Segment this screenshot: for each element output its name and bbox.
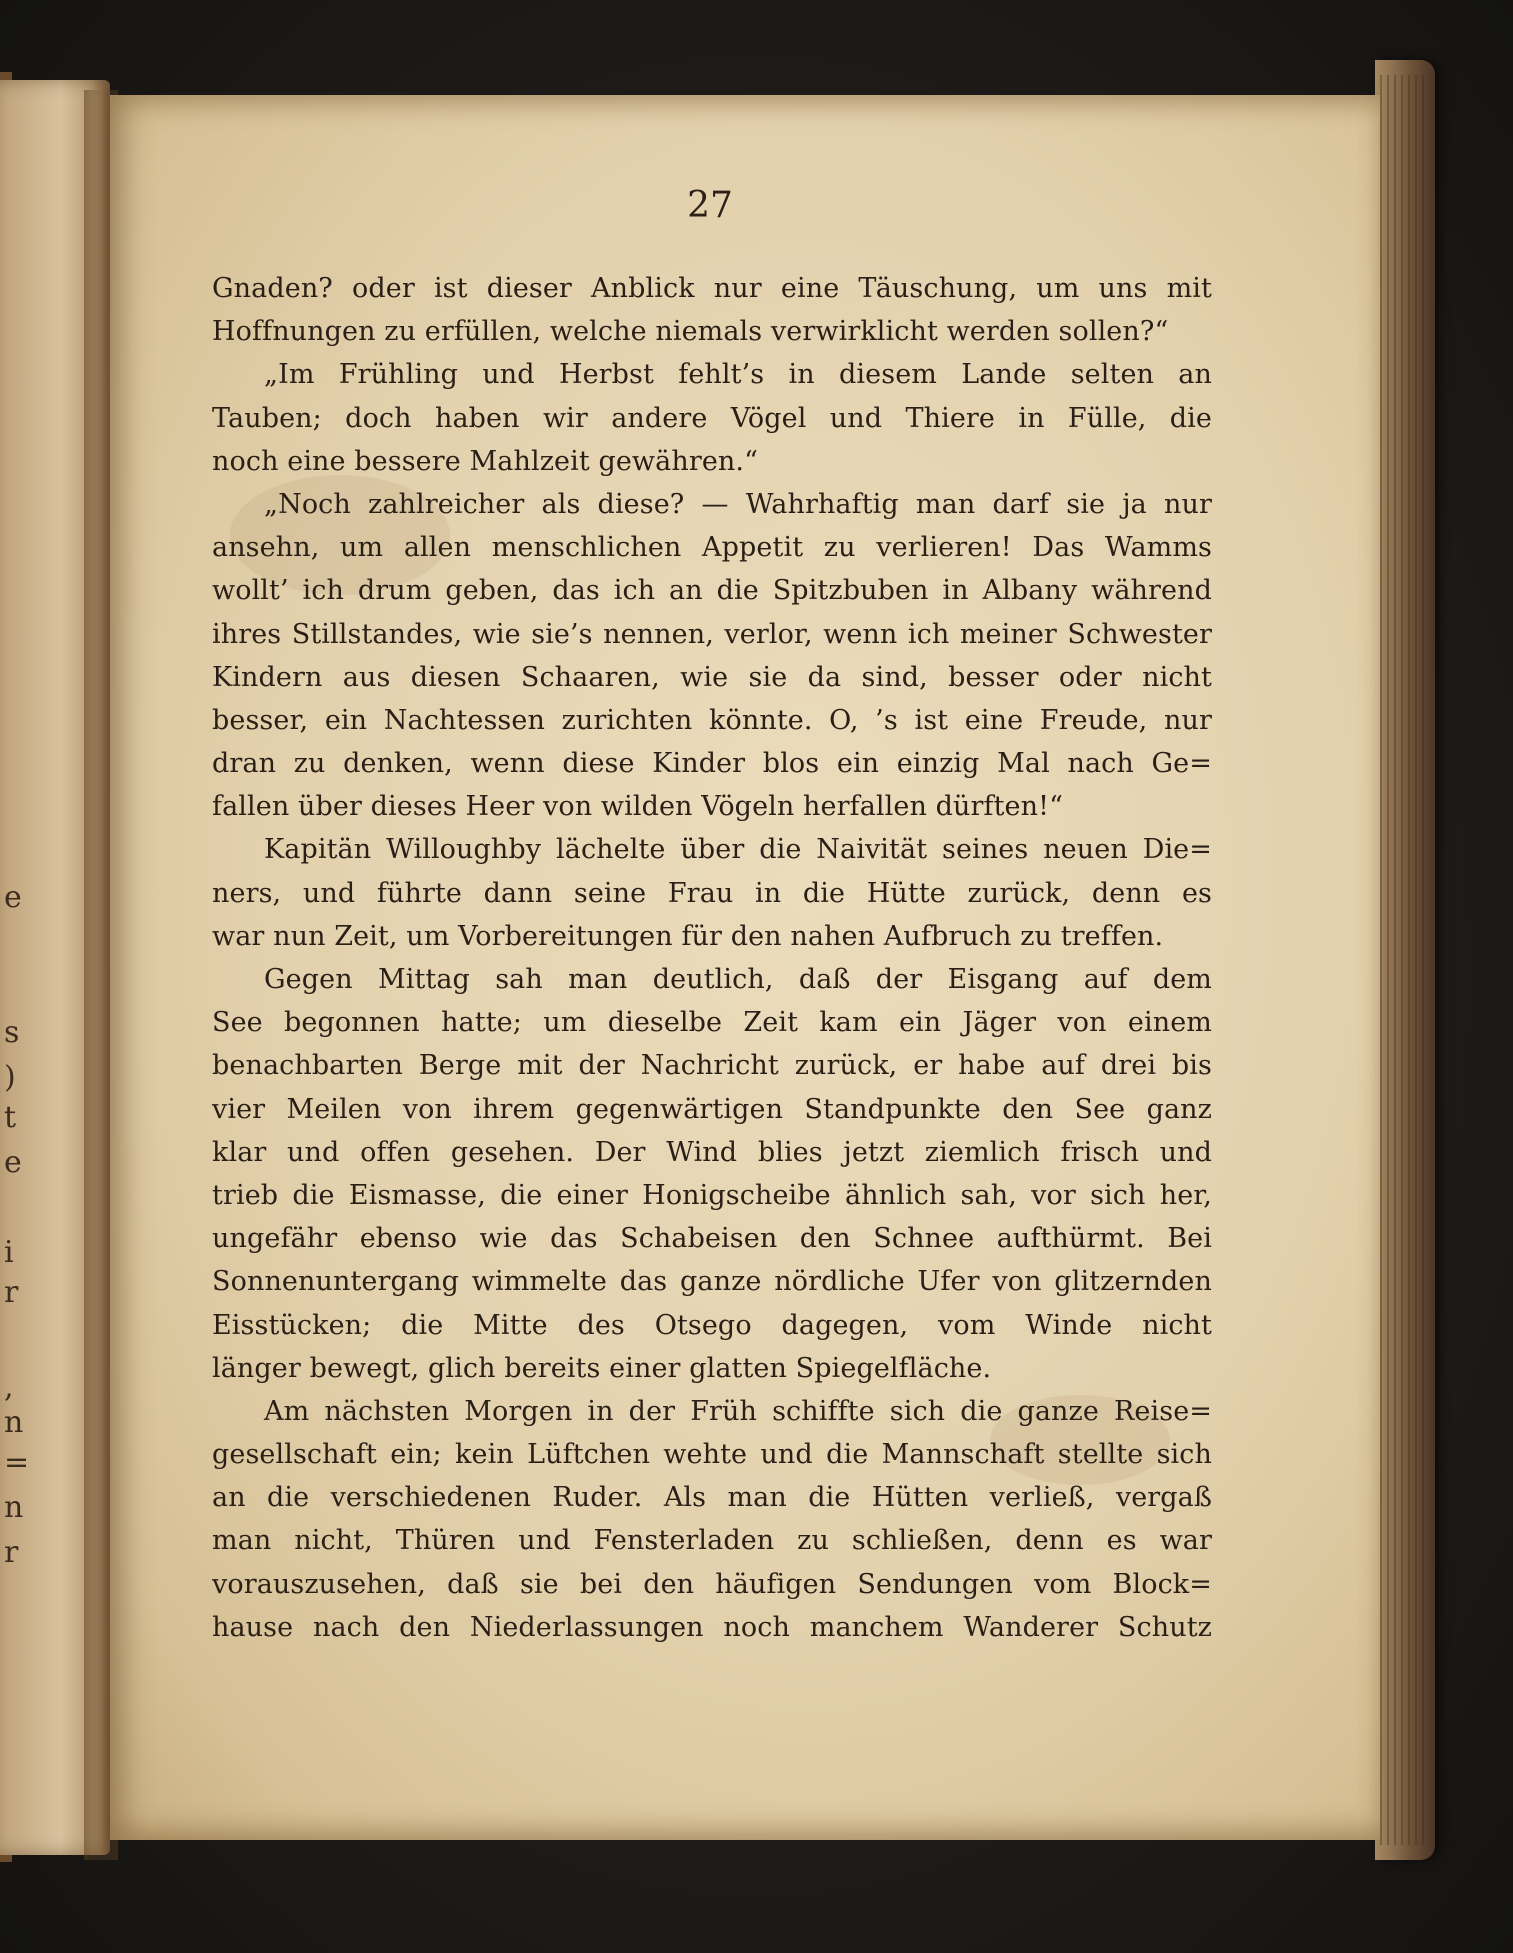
body-text — [212, 267, 1212, 1649]
text-line: Gegen Mittag sah man deutlich, daß der Eisgang auf dem — [264, 964, 1212, 995]
left-page-fragment: r — [4, 1535, 19, 1570]
text-line: Sonnenuntergang wimmelte das ganze nördliche Ufer von glitzernden — [212, 1266, 1212, 1298]
text-line: war nun Zeit, um Vorbereitungen für den nahen Aufbruch zu treffen. — [212, 920, 1164, 952]
text-line: vorauszusehen, daß sie bei den häufigen Sendungen vom Block= — [212, 1568, 1212, 1600]
left-page-fragment: s — [4, 1015, 20, 1050]
left-page-fragment: t — [4, 1100, 17, 1135]
left-page-fragment: r — [4, 1275, 19, 1310]
page-number: 27 — [687, 185, 733, 226]
text-line: Kapitän Willoughby lächelte über die Naivität seines neuen Die= — [264, 834, 1212, 866]
text-line: Tauben; doch haben wir andere Vögel und Thiere in Fülle, die — [212, 402, 1212, 434]
text-line: wollt’ ich drum geben, das ich an die Spitzbuben in Albany während — [212, 575, 1212, 607]
left-page-fragment: e — [4, 880, 22, 915]
text-line: fallen über dieses Heer von wilden Vögeln herfallen dürften!“ — [212, 791, 1063, 823]
left-page-text-fragments — [0, 0, 110, 1953]
left-page-fragment: e — [4, 1145, 22, 1180]
text-line: man nicht, Thüren und Fensterladen zu schließen, denn es war — [212, 1525, 1212, 1557]
left-page-fragment: , — [4, 1370, 14, 1405]
text-line: Eisstücken; die Mitte des Otsego dagegen, vom Winde nicht — [212, 1309, 1212, 1341]
text-line: „Noch zahlreicher als diese? — Wahrhaftig man darf sie ja nur — [264, 488, 1212, 520]
text-line: ungefähr ebenso wie das Schabeisen den Schnee aufthürmt. Bei — [212, 1223, 1212, 1255]
page-block-edge-lines — [1380, 75, 1425, 1845]
text-line: dran zu denken, wenn diese Kinder blos ein einzig Mal nach Ge= — [212, 748, 1212, 780]
text-line: gesellschaft ein; kein Lüftchen wehte und die Mannschaft stellte sich — [212, 1439, 1212, 1471]
text-line: hause nach den Niederlassungen noch manchem Wanderer Schutz — [212, 1611, 1212, 1643]
right-page — [110, 95, 1380, 1840]
text-line: ihres Stillstandes, wie sie’s nennen, verlor, wenn ich meiner Schwester — [212, 618, 1212, 650]
text-line: trieb die Eismasse, die einer Honigscheibe ähnlich sah, vor sich her, — [212, 1179, 1212, 1211]
text-line: besser, ein Nachtessen zurichten könnte. O, ’s ist eine Freude, nur — [212, 704, 1212, 736]
left-page-fragment: n — [4, 1490, 24, 1525]
left-page-fragment: = — [4, 1445, 30, 1480]
text-line: Hoffnungen zu erfüllen, welche niemals verwirklicht werden sollen?“ — [212, 316, 1169, 348]
text-line: klar und offen gesehen. Der Wind blies jetzt ziemlich frisch und — [212, 1136, 1212, 1168]
text-line: „Im Frühling und Herbst fehlt’s in diesem Lande selten an — [264, 359, 1212, 391]
text-line: vier Meilen von ihrem gegenwärtigen Standpunkte den See ganz — [212, 1093, 1212, 1125]
left-page-fragment: ) — [4, 1060, 16, 1095]
text-line: Am nächsten Morgen in der Früh schiffte sich die ganze Reise= — [264, 1395, 1212, 1427]
text-line: Kindern aus diesen Schaaren, wie sie da sind, besser oder nicht — [212, 661, 1212, 693]
text-line: benachbarten Berge mit der Nachricht zurück, er habe auf drei bis — [212, 1050, 1212, 1082]
text-line: Gnaden? oder ist dieser Anblick nur eine Täuschung, um uns mit — [212, 273, 1212, 304]
text-line: länger bewegt, glich bereits einer glatten Spiegelfläche. — [212, 1352, 992, 1384]
text-line: noch eine bessere Mahlzeit gewähren.“ — [212, 445, 758, 477]
left-page-fragment: i — [4, 1235, 14, 1270]
left-page-fragment: n — [4, 1405, 24, 1440]
text-line: an die verschiedenen Ruder. Als man die Hütten verließ, vergaß — [212, 1482, 1212, 1514]
text-line: See begonnen hatte; um dieselbe Zeit kam ein Jäger von einem — [212, 1007, 1212, 1039]
text-line: ners, und führte dann seine Frau in die Hütte zurück, denn es — [212, 877, 1212, 909]
text-line: ansehn, um allen menschlichen Appetit zu verlieren! Das Wamms — [212, 532, 1212, 564]
